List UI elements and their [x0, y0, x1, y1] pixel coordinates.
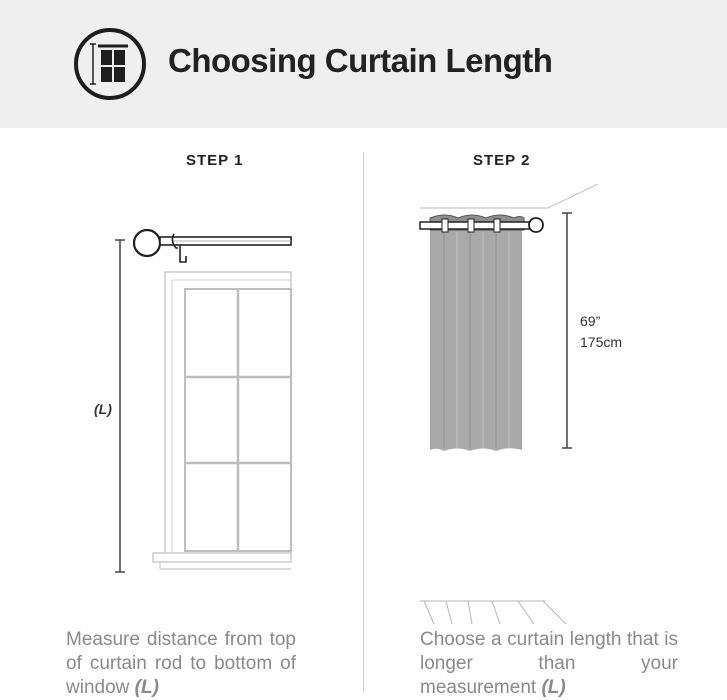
step-1-label: STEP 1 — [186, 152, 244, 169]
step-1-caption: Measure distance from top of curtain rod to bottom of window (L) — [66, 629, 296, 698]
step-1-measurement — [90, 240, 125, 572]
measurement-inches: 69” — [580, 313, 601, 329]
step-1-measurement-label: (L) — [94, 401, 112, 417]
header-banner — [0, 0, 727, 128]
page-title: Choosing Curtain Length — [168, 42, 553, 79]
curtain-panel — [430, 215, 524, 451]
measurement-cm: 175cm — [580, 334, 623, 350]
floor-lines — [420, 601, 566, 624]
step-2-label: STEP 2 — [473, 152, 531, 169]
step-2-measurement — [562, 213, 622, 448]
curtain-rod — [134, 230, 291, 262]
curtain-length-diagram — [0, 128, 727, 628]
window-measure-icon — [72, 26, 148, 102]
step-2-caption: Choose a curtain length that is longer than your measurement (L) — [420, 629, 678, 698]
window — [153, 272, 291, 569]
ceiling-line — [548, 184, 598, 208]
